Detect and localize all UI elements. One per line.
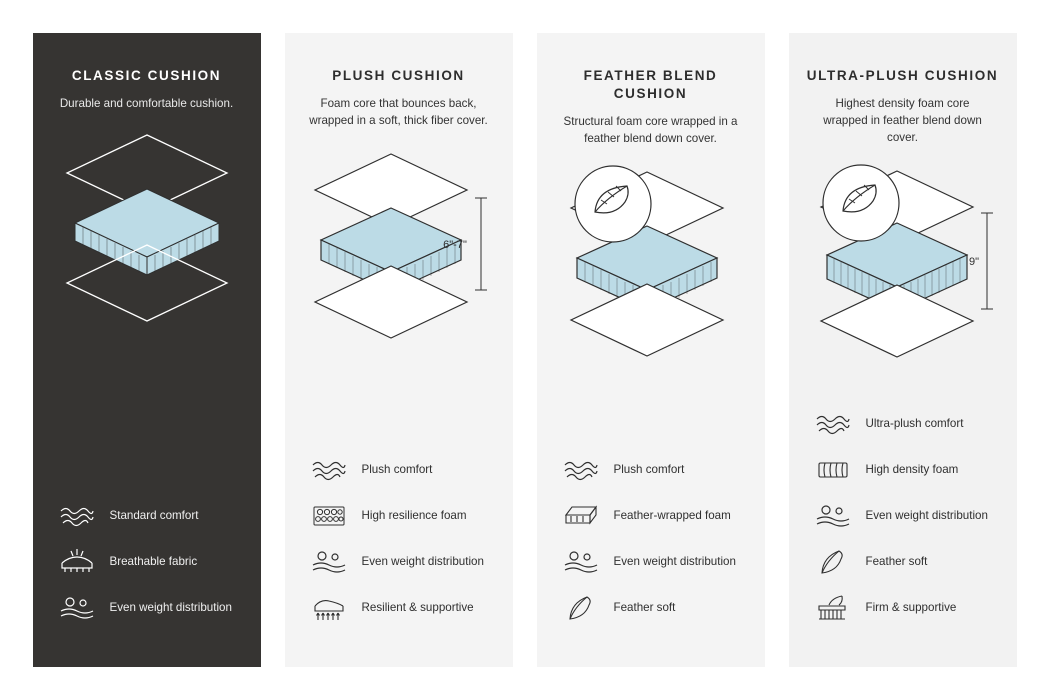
feature-item — [555, 593, 747, 623]
feature-item — [303, 455, 495, 485]
panel-description: Structural foam core wrapped in a feather blend down cover. — [563, 115, 738, 146]
cushion-exploded-illustration — [51, 123, 243, 373]
panel-title: FEATHER BLEND CUSHION — [583, 68, 718, 102]
feature-label: Plush comfort — [361, 463, 433, 477]
feature-item — [303, 547, 495, 577]
feature-item — [807, 409, 999, 439]
panel-description: Durable and comfortable cushion. — [59, 97, 234, 111]
wave-comfort-icon — [57, 501, 97, 531]
feature-list — [807, 409, 999, 649]
honeycomb-foam-icon — [309, 501, 349, 531]
feature-item — [555, 547, 747, 577]
dimension-label: 6"-7" — [442, 238, 467, 251]
feature-list — [303, 455, 495, 649]
feature-list — [555, 455, 747, 649]
wave-comfort-icon — [813, 409, 853, 439]
feature-label: Plush comfort — [613, 463, 685, 477]
feature-item — [51, 547, 243, 577]
feature-label: Feather soft — [865, 555, 928, 569]
even-weight-icon — [813, 501, 853, 531]
feather-icon — [561, 593, 601, 623]
feature-item — [555, 501, 747, 531]
leaf-badge — [575, 166, 651, 242]
wave-comfort-icon — [561, 455, 601, 485]
feature-label: Even weight distribution — [865, 509, 988, 523]
panel-classic-cushion — [33, 33, 261, 667]
firm-support-icon — [813, 593, 853, 623]
wave-comfort-icon — [309, 455, 349, 485]
panel-ultra-plush-cushion — [789, 33, 1017, 667]
feature-label: Even weight distribution — [613, 555, 736, 569]
feature-item — [807, 455, 999, 485]
feature-item — [51, 501, 243, 531]
panel-title: ULTRA-PLUSH CUSHION — [806, 68, 999, 83]
panel-title: CLASSIC CUSHION — [71, 68, 222, 83]
even-weight-icon — [309, 547, 349, 577]
feature-label: Ultra-plush comfort — [865, 417, 964, 431]
feature-item — [555, 455, 747, 485]
feature-item — [807, 547, 999, 577]
foam-block-icon — [561, 501, 601, 531]
feature-label: Resilient & supportive — [361, 601, 474, 615]
density-foam-icon — [813, 455, 853, 485]
panel-title: PLUSH CUSHION — [332, 68, 465, 83]
cushion-exploded-illustration — [807, 157, 999, 407]
even-weight-icon — [57, 593, 97, 623]
leaf-badge — [823, 165, 899, 241]
feature-item — [303, 501, 495, 531]
feature-item — [807, 593, 999, 623]
dimension-label: 9" — [968, 255, 979, 268]
feature-item — [807, 501, 999, 531]
feature-label: Breathable fabric — [109, 555, 198, 569]
feature-label: Even weight distribution — [361, 555, 484, 569]
breathable-fabric-icon — [57, 547, 97, 577]
panel-feather-blend-cushion — [537, 33, 765, 667]
resilient-support-icon — [309, 593, 349, 623]
even-weight-icon — [561, 547, 601, 577]
feature-list — [51, 501, 243, 649]
feather-icon — [813, 547, 853, 577]
cushion-exploded-illustration — [555, 158, 747, 408]
feature-label: Standard comfort — [109, 509, 199, 523]
feature-label: Even weight distribution — [109, 601, 232, 615]
panel-plush-cushion — [285, 33, 513, 667]
feature-label: Feather-wrapped foam — [613, 509, 731, 523]
feature-item — [303, 593, 495, 623]
feature-label: Firm & supportive — [865, 601, 957, 615]
panel-description: Highest density foam core wrapped in feather blend down cover. — [823, 97, 982, 144]
feature-label: High density foam — [865, 463, 959, 477]
cushion-exploded-illustration — [303, 140, 495, 390]
feature-item — [51, 593, 243, 623]
feature-label: High resilience foam — [361, 509, 467, 523]
panel-description: Foam core that bounces back, wrapped in a soft, thick fiber cover. — [309, 97, 488, 128]
feature-label: Feather soft — [613, 601, 676, 615]
